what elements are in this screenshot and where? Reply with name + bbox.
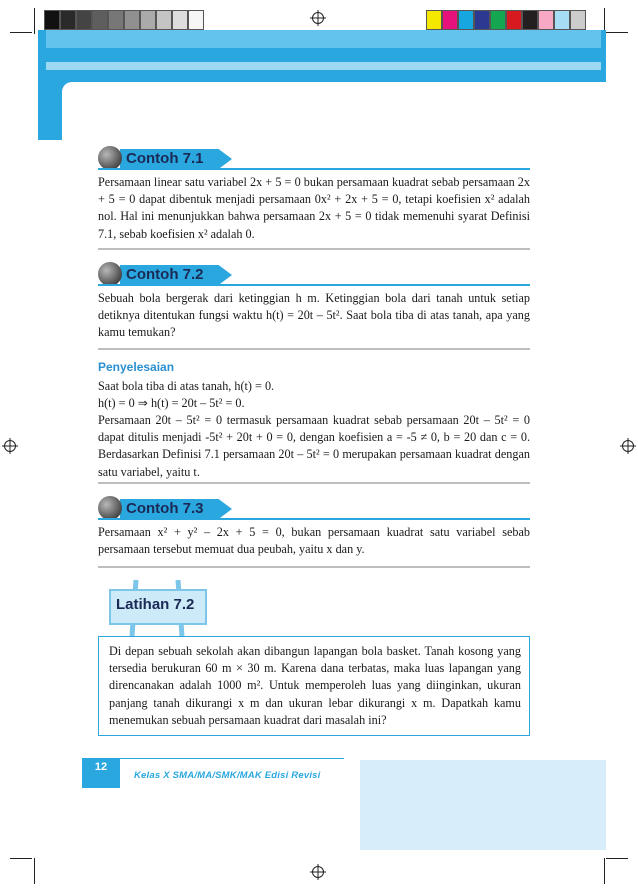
section-rule [98, 168, 530, 170]
section-divider [98, 248, 530, 250]
grayscale-bar [44, 10, 204, 30]
registration-mark-icon [620, 438, 636, 454]
solution-line: Saat bola tiba di atas tanah, h(t) = 0. [98, 379, 275, 393]
crop-mark [34, 8, 35, 34]
crop-mark [604, 858, 605, 884]
section-rule [98, 284, 530, 286]
section-divider [98, 348, 530, 350]
contoh-7-1-header [98, 148, 238, 170]
latihan-text: Di depan sebuah sekolah akan dibangun lapangan bola basket. Tanah kosong yang tersedia berukuran 60 m × 30 m. Karena dana terbatas, maka luas lapangan yang direncanakan adalah 1000 m². Untuk memperoleh luas yang diinginkan, ukuran panjang tanah dikurangi x m dan ukuran lebar dikurangi x m. Dapatkah kamu menemukan sebuah persamaan kuadrat dari masalah ini? [109, 644, 521, 727]
page-number: 12 [82, 758, 120, 788]
contoh-7-2-header [98, 264, 238, 286]
contoh-7-3-text: Persamaan x² + y² – 2x + 5 = 0, bukan persamaan kuadrat satu variabel sebab persamaan tersebut memuat dua peubah, yaitu x dan y. [98, 525, 530, 557]
book-title: Kelas X SMA/MA/SMK/MAK Edisi Revisi [134, 770, 321, 781]
contoh-label: Contoh 7.1 [126, 150, 204, 167]
solution-heading: Penyelesaian [98, 360, 175, 374]
contoh-label: Contoh 7.3 [126, 500, 204, 517]
contoh-label: Contoh 7.2 [126, 266, 204, 283]
section-divider [98, 566, 530, 568]
solution-paragraph: Persamaan 20t – 5t² = 0 termasuk persamaan kuadrat sebab persamaan 20t – 5t² = 0 dapat ditulis menjadi -5t² + 20t + 0 = 0, dengan koefisien a = -5 ≠ 0, b = 20 dan c = 0. Berdasarkan Definisi 7.1 persamaan 20t – 5t² = 0 merupakan persamaan kuadrat dengan satu variabel, yaitu t. [98, 413, 530, 479]
registration-mark-icon [2, 438, 18, 454]
ball-icon [98, 496, 122, 520]
registration-mark-icon [310, 10, 326, 26]
header-band-line [46, 62, 601, 70]
contoh-7-2-text: Sebuah bola bergerak dari ketinggian h m. Ketinggian bola dari tanah untuk setiap detiknya ditentukan fungsi waktu h(t) = 20t – 5t². Saat bola tiba di atas tanah, apa yang kamu temukan? [98, 291, 530, 340]
footer-band [360, 760, 606, 850]
latihan-box [98, 636, 530, 736]
crop-mark [10, 32, 32, 33]
crop-mark [34, 858, 35, 884]
contoh-7-1-text: Persamaan linear satu variabel 2x + 5 = 0 bukan persamaan kuadrat sebab persamaan 2x + 5 = 0 dapat dibentuk menjadi persamaan 0x² + 2x + 5 = 0, tetapi koefisien x² adalah nol. Hal ini menunjukkan bahwa persamaan 2x + 5 = 0 tidak memenuhi syarat Definisi 7.1, sebab koefisien x² adalah 0. [98, 175, 530, 241]
ball-icon [98, 146, 122, 170]
section-divider [98, 482, 530, 484]
crop-mark [606, 32, 628, 33]
color-bar [426, 10, 586, 30]
ball-icon [98, 262, 122, 286]
section-rule [98, 518, 530, 520]
crop-mark [10, 858, 32, 859]
registration-mark-icon [310, 864, 326, 880]
crop-mark [606, 858, 628, 859]
footer-rule [120, 758, 344, 759]
header-band-stripe [46, 30, 601, 48]
latihan-label: Latihan 7.2 [116, 596, 195, 613]
solution-line: h(t) = 0 ⇒ h(t) = 20t – 5t² = 0. [98, 396, 245, 410]
contoh-7-3-header [98, 498, 238, 520]
